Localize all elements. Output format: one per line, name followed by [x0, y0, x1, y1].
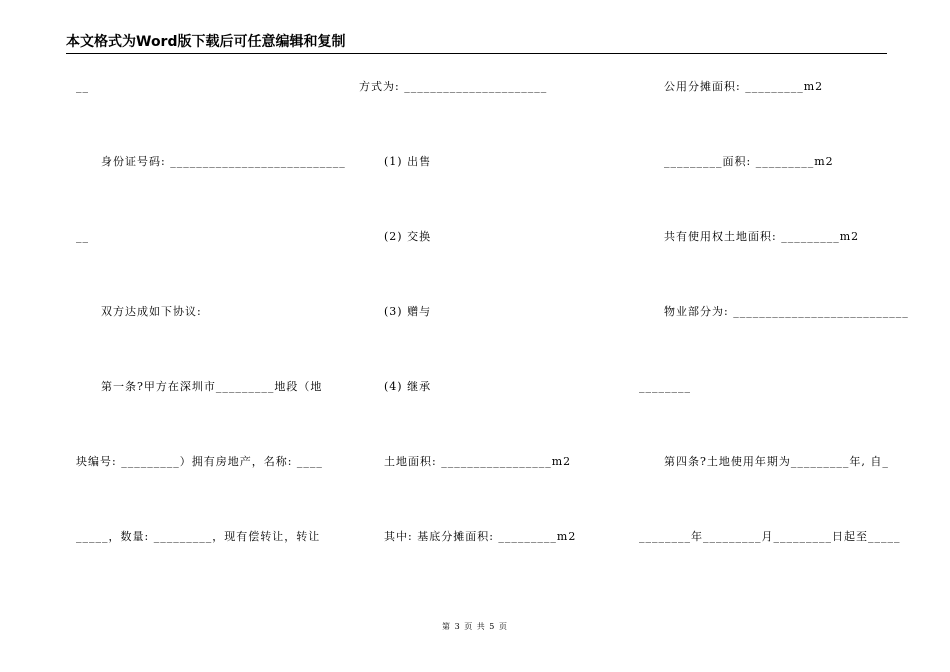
page-number-footer: 第 3 页 共 5 页	[442, 622, 508, 631]
document-header-title: 本文格式为Word版下载后可任意编辑和复制	[66, 34, 346, 50]
header-divider	[66, 53, 887, 54]
left-line-1: __	[76, 80, 89, 93]
right-line-2: _________面积: _________m2	[664, 155, 834, 168]
left-line-2: 身份证号码: ___________________________	[101, 155, 346, 168]
middle-line-3: (2) 交换	[384, 230, 432, 243]
right-line-6: 第四条?土地使用年期为_________年, 自_	[664, 455, 889, 468]
left-line-6: 块编号: _________）拥有房地产，名称: ____	[76, 455, 323, 468]
middle-line-2: (1) 出售	[384, 155, 432, 168]
left-line-5: 第一条?甲方在深圳市_________地段（地	[101, 380, 323, 393]
left-line-4: 双方达成如下协议:	[101, 305, 202, 318]
right-line-7: ________年_________月_________日起至_____	[639, 530, 901, 543]
right-line-5: ________	[639, 380, 691, 393]
middle-line-7: 其中: 基底分摊面积: _________m2	[384, 530, 577, 543]
left-line-7: _____，数量: _________，现有偿转让，转让	[76, 530, 321, 543]
middle-line-4: (3) 赠与	[384, 305, 432, 318]
right-line-1: 公用分摊面积: _________m2	[664, 80, 824, 93]
middle-line-5: (4) 继承	[384, 380, 432, 393]
right-line-3: 共有使用权土地面积: _________m2	[664, 230, 860, 243]
middle-line-1: 方式为: ______________________	[359, 80, 548, 93]
left-line-3: __	[76, 230, 89, 243]
middle-line-6: 土地面积: _________________m2	[384, 455, 572, 468]
right-line-4: 物业部分为: ___________________________	[664, 305, 909, 318]
